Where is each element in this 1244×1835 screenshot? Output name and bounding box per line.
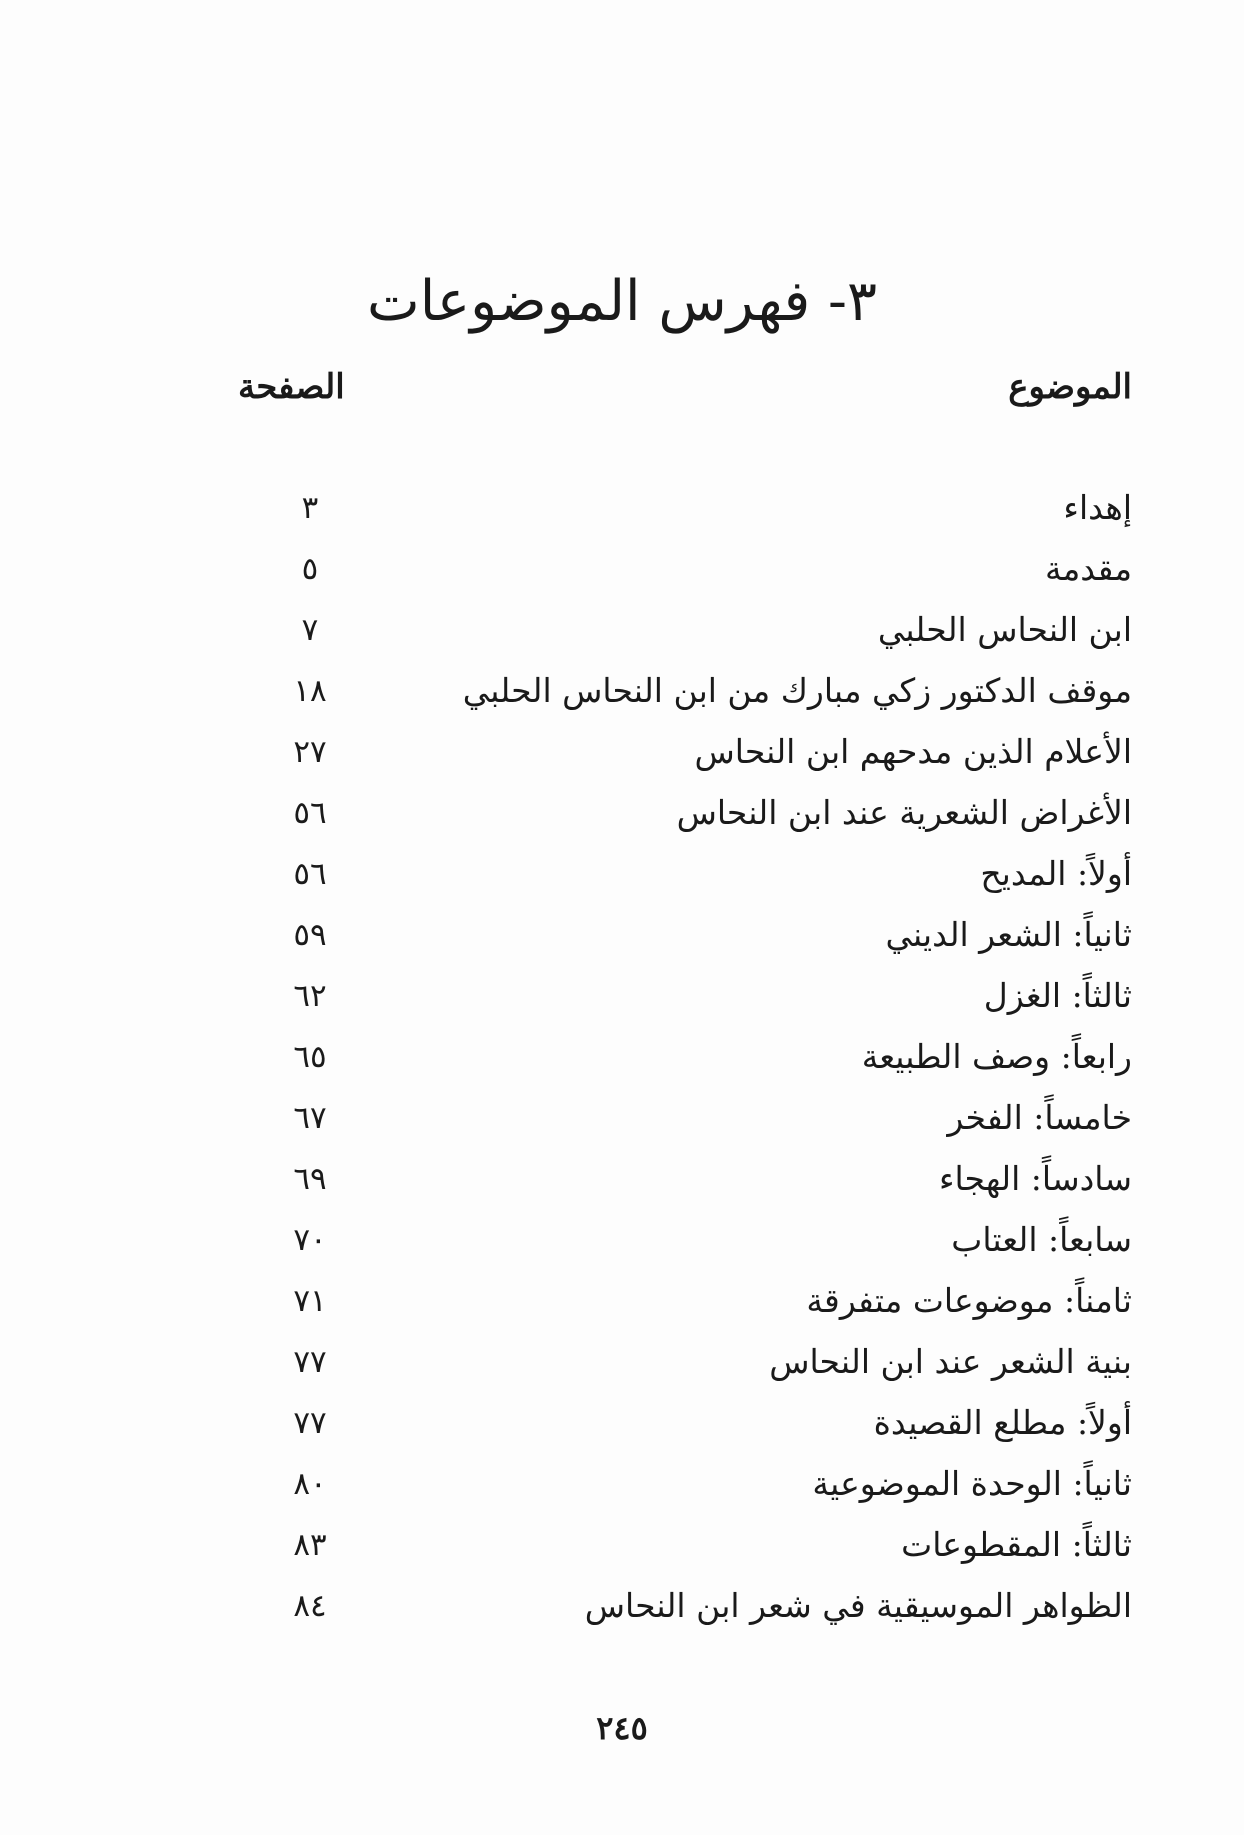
toc-entry-title: سادساً: الهجاء: [938, 1158, 1132, 1198]
toc-entry-title: رابعاً: وصف الطبيعة: [861, 1036, 1132, 1076]
toc-entry-page: ٥٦: [293, 794, 327, 831]
toc-entry-page: ٥٩: [293, 916, 327, 953]
toc-entry-page: ٨٠: [293, 1465, 327, 1502]
toc-entry-page: ١٨: [293, 672, 327, 709]
toc-entry: [280, 1392, 1132, 1453]
toc-entry: [280, 1575, 1132, 1636]
toc-entry-title: الأغراض الشعرية عند ابن النحاس: [676, 792, 1132, 832]
toc-entry-title: ثالثاً: الغزل: [983, 975, 1132, 1015]
page-column-header: الصفحة: [238, 367, 345, 407]
page-number: ٢٤٥: [596, 1709, 648, 1747]
toc-entry: [280, 843, 1132, 904]
toc-entry-page: ٧١: [293, 1282, 327, 1319]
toc-entry: [280, 477, 1132, 538]
toc-entry: [280, 1087, 1132, 1148]
toc-entry-page: ٦٧: [293, 1099, 327, 1136]
toc-entry: [280, 1209, 1132, 1270]
toc-entry-title: أولاً: مطلع القصيدة: [873, 1402, 1132, 1442]
toc-entry-title: إهداء: [1063, 487, 1132, 527]
toc-entry: [280, 721, 1132, 782]
table-of-contents: [280, 477, 1132, 1636]
toc-entry-page: ٨٤: [293, 1587, 327, 1624]
toc-entry-page: ٧٠: [293, 1221, 327, 1258]
toc-entry-title: ثانياً: الوحدة الموضوعية: [812, 1463, 1132, 1503]
toc-entry-title: ثامناً: موضوعات متفرقة: [806, 1280, 1132, 1320]
toc-entry: [280, 538, 1132, 599]
page-title: ٣- فهرس الموضوعات: [366, 269, 878, 334]
toc-entry-title: الظواهر الموسيقية في شعر ابن النحاس: [584, 1585, 1132, 1625]
toc-entry: [280, 1331, 1132, 1392]
toc-entry-title: موقف الدكتور زكي مبارك من ابن النحاس الحلبي: [462, 670, 1132, 710]
toc-entry: [280, 965, 1132, 1026]
toc-entry-page: ٦٩: [293, 1160, 327, 1197]
toc-entry-title: أولاً: المديح: [980, 853, 1132, 893]
toc-entry: [280, 599, 1132, 660]
toc-entry-title: بنية الشعر عند ابن النحاس: [769, 1341, 1132, 1381]
toc-entry-title: مقدمة: [1044, 548, 1132, 588]
toc-entry: [280, 1026, 1132, 1087]
toc-entry-title: ابن النحاس الحلبي: [877, 609, 1132, 649]
toc-entry-page: ٥٦: [293, 855, 327, 892]
toc-entry-page: ٣: [301, 489, 319, 526]
toc-entry: [280, 904, 1132, 965]
toc-entry-page: ٦٢: [293, 977, 327, 1014]
toc-entry-page: ٧٧: [293, 1404, 327, 1441]
toc-entry-title: ثانياً: الشعر الديني: [885, 914, 1132, 954]
toc-entry: [280, 1453, 1132, 1514]
topic-column-header: الموضوع: [1008, 367, 1132, 407]
toc-entry-page: ٢٧: [293, 733, 327, 770]
toc-entry-page: ٧: [301, 611, 319, 648]
toc-entry-page: ٥: [301, 550, 319, 587]
toc-entry: [280, 660, 1132, 721]
toc-entry-title: خامساً: الفخر: [947, 1097, 1132, 1137]
toc-entry: [280, 1148, 1132, 1209]
toc-entry: [280, 1270, 1132, 1331]
toc-entry-title: سابعاً: العتاب: [951, 1219, 1132, 1259]
toc-entry-title: الأعلام الذين مدحهم ابن النحاس: [694, 731, 1132, 771]
toc-entry: [280, 1514, 1132, 1575]
toc-entry-page: ٧٧: [293, 1343, 327, 1380]
toc-entry-page: ٦٥: [293, 1038, 327, 1075]
toc-entry: [280, 782, 1132, 843]
toc-entry-page: ٨٣: [293, 1526, 327, 1563]
toc-entry-title: ثالثاً: المقطوعات: [901, 1524, 1132, 1564]
